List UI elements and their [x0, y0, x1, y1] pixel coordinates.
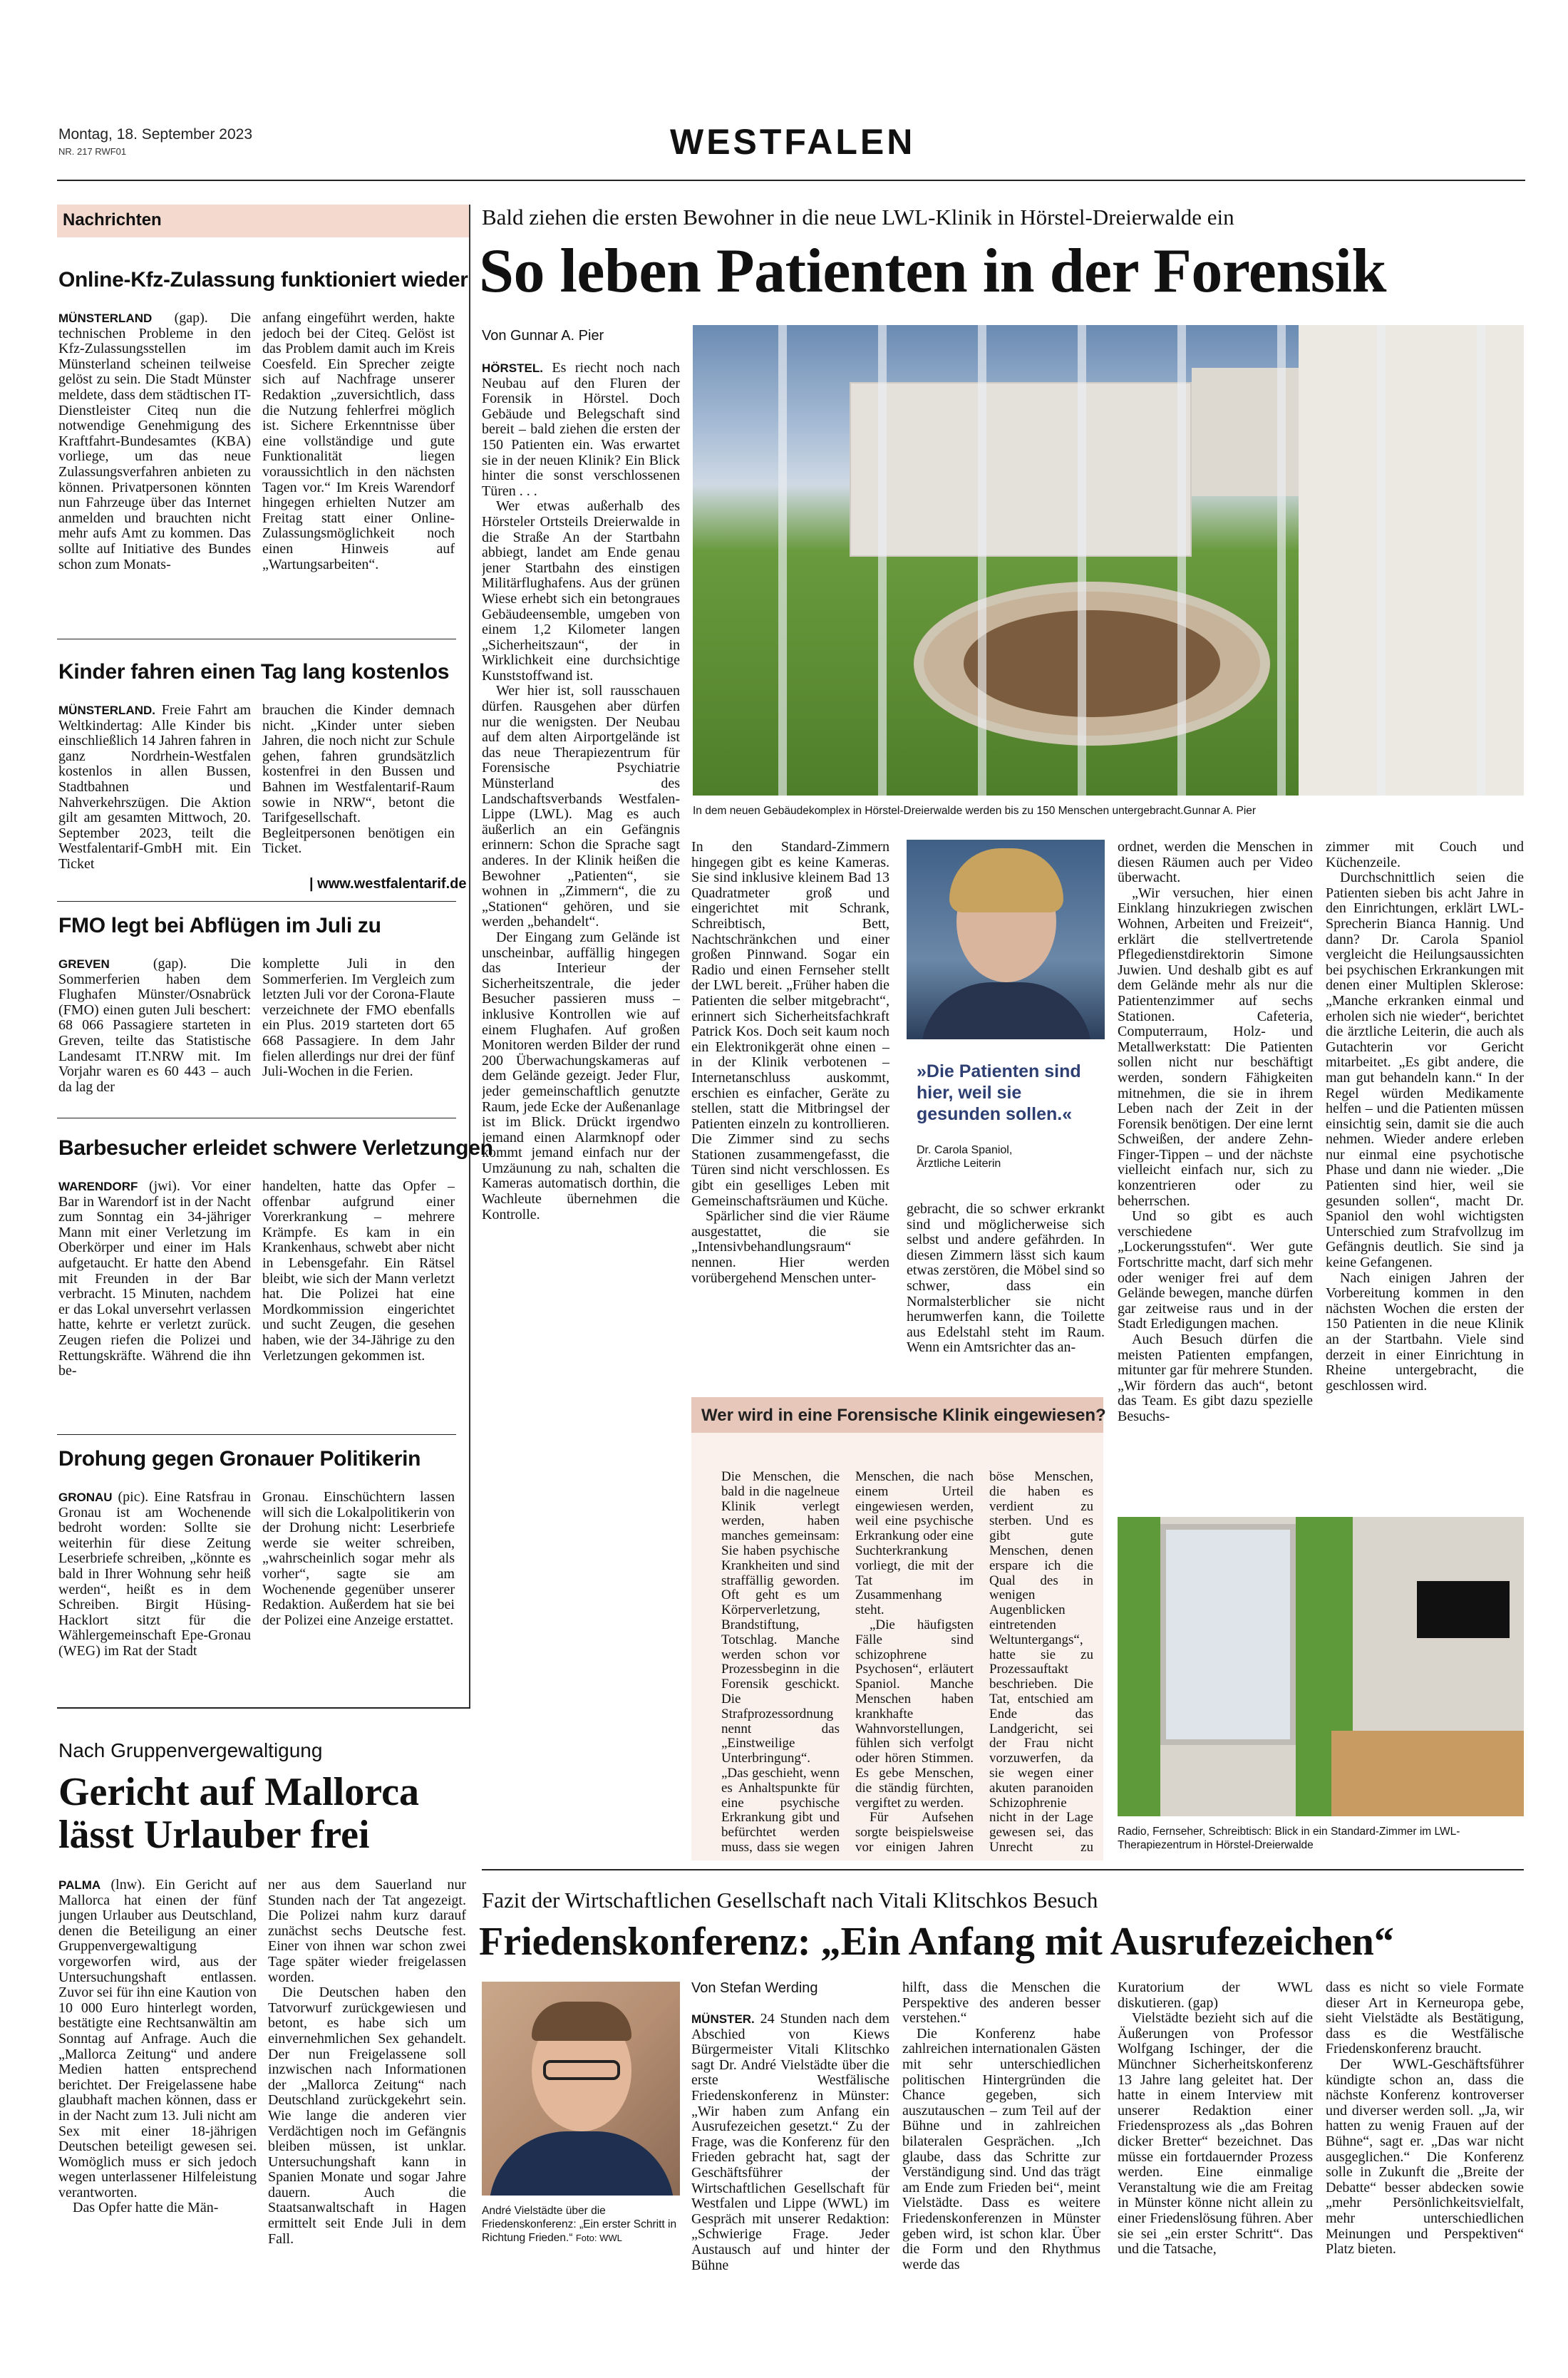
portrait-hair: [949, 848, 1063, 912]
mallorca-kicker: Nach Gruppenvergewaltigung: [58, 1739, 323, 1761]
news-kinder-col1: MÜNSTERLAND. Freie Fahrt am Weltkindertag: Alle Kinder bis einschließlich 14 Jahren fahren in ganz Nordrhein-Westfalen kostenlos in allen Bussen, Stadtbahnen und Nahverkehrszügen. Die Aktion gilt am gesamten Mittwoch, 20. September 2023, teilt die Westfalentarif-GmbH mit. Ein Ticket: [58, 703, 251, 872]
news-gronau-col1: GRONAU (pic). Eine Ratsfrau in Gronau ist am Wochenende bedroht worden: Sollte sie weiterhin für diese Zeitung Leserbriefe schreiben, „könnte es bald in Ihrer Wohnung sehr heiß werden“, heißt es in dem Schreiben. Birgit Hüsing-Hacklort sitzt für die Wählergemeinschaft Epe-Gronau (WEG) im Rat der Stadt: [58, 1490, 251, 1659]
mallorca-headline: Gericht auf Mallorca lässt Urlauber frei: [58, 1770, 419, 1857]
forensik-col-d: ordnet, werden die Menschen in diesen Räumen auch per Video überwacht. „Wir versuchen, hier einen Einklang hinzukriegen zwischen Wohnen, Arbeiten und Freizeit“, erklärt die stellvertretende Pflegedienstdirektorin Simone Juwien. Und deshalb gibt es auf dem Gelände mehr als nur die Patientenzimmer auf sechs Stationen. Cafeteria, Computerraum, Holz- und Metallwerkstatt: Die Patienten sollen nicht nur beschäftigt werden, sondern Fähigkeiten mitnehmen, die sie in ihrem Leben nach der Zeit in der Forensik benötigen. Der eine lernt Schweißen, der andere Zehn-Finger-Tippen – und der nächste vielleicht einfach nur, sich zu konzentrieren oder zu beherrschen. Und so gibt es auch verschiedene „Lockerungsstufen“. Wer gute Fortschritte macht, darf sich mehr oder weniger frei auf dem Gelände bewegen, manche dürfen gar zeitweise raus und in der Stadt Erledigungen machen. Auch Besuch dürfen die meisten Patienten empfangen, mitunter gar für mehrere Stunden. „Wir fördern das auch“, betont das Team. Es gibt dazu spezielle Besuchs-: [1118, 840, 1313, 1424]
frieden-col3: Kuratorium der WWL diskutieren. (gap) Vielstädte bezieht sich auf die Äußerungen von Professor Wolfgang Ischinger, der die Münchner Sicherheitskonferenz 13 Jahre lang geleitet hat. Der hatte in einem Interview mit unserer Redaktion einer Friedensprozess als „das Bohren dicker Bretter“ bezeichnet. Das müsse ein fortdauernder Prozess werden. Eine einmalige Veranstaltung wie die am Freitag in Münster könne nicht allein zu einer Friedenslösung führen. Aber sie sei „ein erster Schritt“. Das und die Tatsache,: [1118, 1980, 1313, 2258]
section-title: WESTFALEN: [670, 122, 916, 162]
news-label: Nachrichten: [63, 210, 162, 230]
news-headline-kinder: Kinder fahren einen Tag lang kostenlos: [58, 660, 450, 684]
room-caption: Radio, Fernseher, Schreibtisch: Blick in ein Standard-Zimmer im LWL-Therapiezentrum in Hörstel-Dreierwalde: [1118, 1826, 1460, 1851]
issue-number: NR. 217 RWF01: [58, 146, 127, 157]
news-kfz-col1: MÜNSTERLAND (gap). Die technischen Probleme in den Kfz-Zulassungsstellen im Münsterland scheinen teilweise gelöst zu sein. Die Stadt Münster meldete, dass dem städtischen IT-Dienstleister Citeq nun die notwendige Genehmigung des Kraftfahrt-Bundesamtes (KBA) vorliege, um das neue Zulassungsverfahren anbieten zu können. Privatpersonen könnten nun Fahrzeuge über das Internet anmelden und brauchten nicht mehr aufs Amt zu kommen. Das sollte auf Initiative des Bundes schon zum Monats-: [58, 311, 251, 572]
news-kfz-col2: anfang eingeführt werden, hakte jedoch bei der Citeq. Gelöst ist das Problem damit auch im Kreis Coesfeld. Ein Sprecher zeigte sich auf Nachfrage unserer Redaktion „zuversichtlich, dass die Nutzung fehlerfrei möglich ist. Sichere Erkenntnisse über eine vollständige und gute Funktionalität liegen voraussichtlich in den nächsten Tagen vor.“ Im Kreis Warendorf hingegen erhielten Nutzer am Freitag statt einer Online-Zulassungsmöglichkeit noch einen Hinweis auf „Wartungsarbeiten“.: [262, 311, 455, 572]
news-headline-bar: Barbesucher erleidet schwere Verletzungen: [58, 1136, 493, 1160]
spaniol-quote: »Die Patienten sind hier, weil sie gesunden sollen.«: [917, 1061, 1081, 1124]
info-box-title: Wer wird in eine Forensische Klinik eingewiesen?: [701, 1406, 1106, 1425]
frieden-col1: MÜNSTER. 24 Stunden nach dem Abschied von Kiews Bürgermeister Vitali Klitschko sagt Dr. André Vielstädte über die erste Westfälische Friedenskonferenz in Münster: „Wir haben zum Anfang ein Ausrufezeichen gesetzt.“ Zu der Frage, was die Konferenz für den Frieden gebracht hat, sagt der Geschäftsführer der Wirtschaftlichen Gesellschaft für Westfalen und Lippe (WWL) im Gespräch mit unserer Redaktion: „Schwierige Frage. Jeder Austausch auf und hinter der Bühne: [691, 2012, 889, 2273]
frieden-top-rule: [482, 1869, 1524, 1870]
news-label-bar: [57, 205, 470, 237]
news-headline-kfz: Online-Kfz-Zulassung funktioniert wieder: [58, 268, 468, 292]
news-headline-fmo: FMO legt bei Abflügen im Juli zu: [58, 914, 381, 937]
portrait-hair: [532, 2002, 631, 2041]
room-window: [1160, 1524, 1296, 1745]
portrait-jacket: [921, 982, 1092, 1039]
forensik-photo-caption: In dem neuen Gebäudekomplex in Hörstel-Dreierwalde werden bis zu 150 Menschen untergebracht.Gunnar A. Pier: [693, 805, 1257, 817]
issue-date: Montag, 18. September 2023: [58, 126, 253, 143]
room-photo: [1118, 1517, 1524, 1816]
news-gronau-col2: Gronau. Einschüchtern lassen will sich die Lokalpolitikerin von der Drohung nicht: Leserbriefe werde sie weiter schreiben, „wahrscheinlich sogar mehr als vorher“, sagte sie am Wochenende gegenüber unserer Redaktion. Außerdem hat sie bei der Polizei eine Anzeige erstattet.: [262, 1490, 455, 1628]
forensik-byline: Von Gunnar A. Pier: [482, 328, 604, 344]
forensik-kicker: Bald ziehen die ersten Bewohner in die neue LWL-Klinik in Hörstel-Dreierwalde ein: [482, 205, 1234, 230]
forensik-col-b: In den Standard-Zimmern hingegen gibt es keine Kameras. Sie sind inklusive kleinem Bad 13 Quadratmeter groß und eingerichtet mit Schrank, Schreibtisch, Bett, Nachtschränkchen und einer großen Pinnwand. Sogar ein Radio und einen Fernseher stellt der LWL bereit. „Früher haben die Patienten die selber mitgebracht“, erinnert sich Sicherheitsfachkraft Patrick Kos. Doch seit kaum noch ein Elektronikgerät ohne einen – in der Klinik verbotenen – Internetanschluss auskommt, erschien es einfacher, Geräte zu stellen, statt die Mitbringsel der Patienten einzeln zu kontrollieren. Die Zimmer sind zu sechs Stationen zusammengefasst, die Türen sind nicht verschlossen. Es gibt ein geselliges Leben mit Gemeinschaftsräumen und Küche. Spärlicher sind die vier Räume ausgestattet, die sie „Intensivbehandlungsraum“ nennen. Hier werden vorübergehend Menschen unter-: [691, 840, 889, 1286]
header-rule: [57, 180, 1525, 181]
news-kinder-col2: brauchen die Kinder demnach nicht. „Kinder unter sieben Jahren, die noch nicht zur Schule gehen, fahren grundsätzlich kostenfrei in den Bussen und Bahnen im Westfalentarif-Raum sowie in NRW“, betont die Tarifgesellschaft. Begleitpersonen benötigen ein Ticket.: [262, 703, 455, 857]
frieden-col4: dass es nicht so viele Formate dieser Art in Kerneuropa gebe, sieht Vielstädte als Bestätigung, dass es die Westfälische Friedenskonferenz braucht. Der WWL-Geschäftsführer kündigte schon an, dass die nächste Konferenz kontroverser und diverser werden soll. „Ja, wir hatten zu wenig Frauen auf der Bühne“, sagt er. „Das war nicht ausgeglichen.“ Die Konferenz solle in Zukunft die „Breite der Debatte“ besser abdecken sowie „mehr Persönlichkeitsvielfalt, mehr unterschiedlichen Meinungen und Perspektiven“ Platz bieten.: [1326, 1980, 1524, 2258]
portrait-glasses: [543, 2060, 620, 2080]
frieden-kicker: Fazit der Wirtschaftlichen Gesellschaft nach Vitali Klitschkos Besuch: [482, 1888, 1098, 1913]
forensik-intro-col: HÖRSTEL. Es riecht noch nach Neubau auf den Fluren der Forensik in Hörstel. Doch Gebäude und Belegschaft sind bereit – bald ziehen die ersten der 150 Patienten ein. Was erwartet sie in der neuen Klinik? Ein Blick hinter die sonst verschlossenen Türen . . . Wer etwas außerhalb des Hörsteler Ortsteils Dreierwalde in die Straße An der Startbahn abbiegt, landet am Ende genau jener Startbahn des einstigen Militärflughafens. Aus der grünen Wiese erhebt sich ein betongraues Gebäudeensemble, umgeben von einem 1,2 Kilometer langen „Sicherheitszaun“, der in Wirklichkeit eine durchsichtige Kunststoffwand ist. Wer hier ist, soll rausschauen dürfen. Rausgehen aber dürfen nur die wenigsten. Der Neubau auf dem alten Airportgelände ist das neue Therapiezentrum für Forensische Psychiatrie Münsterland des Landschaftsverbands Westfalen-Lippe (LWL). Mag es auch äußerlich an ein Gefängnis erinnern: Schon die Sprache sagt anderes. In der Klinik heißen die Bewohner „Patienten“, sie wohnen in „Zimmern“, die zu „Stationen“ gehören, und sie werden „behandelt“. Der Eingang zum Gelände ist unscheinbar, auffällig hingegen das Interieur der Sicherheitszentrale, die jeder Besucher passieren muss – inklusive Kontrollen wie auf einem Flughafen. Auf großen Monitoren werden Bilder der rund 200 Überwachungskameras auf dem Gelände gezeigt. Jeder Flur, jeder gemeinschaftlich genutzte Raum, jede Ecke der Außenanlage ist im Blick. Drückt irgendwo jemand einen Alarmknopf oder kommt jemand einfach nur der Umzäunung zu nah, schalten die Kameras automatisch dorthin, die Wachleute übernehmen die Kontrolle.: [482, 361, 680, 1223]
westfalentarif-link[interactable]: | www.westfalentarif.de: [309, 876, 467, 892]
forensik-col-c2: gebracht, die so schwer erkrankt sind und möglicherweise sich selbst und andere gefährden. In diesen Zimmern lässt sich kaum etwas zerstören, die Möbel sind so schwer, dass ein Normalsterblicher sie nicht herumwerfen kann, die Toilette aus Edelstahl steht im Raum. Wenn ein Amtsrichter das an-: [907, 1202, 1105, 1356]
forensik-headline: So leben Patienten in der Forensik: [479, 237, 1386, 306]
info-box-col2: Menschen, die nach einem Urteil eingewiesen werden, weil eine psychische Erkrankung oder eine Suchterkrankung vorliegt, die mit der Tat im Zusammenhang steht. „Die häufigsten Fälle sind schizophrene Psychosen“, erläutert Spaniol. Manche Menschen haben krankhafte Wahnvorstellungen, fühlen sich verfolgt oder hören Stimmen. Es gebe Menschen, die ständig fürchten, vergiftet zu werden. Für Aufsehen sorgte beispielsweise vor einigen Jahren: [855, 1470, 974, 1855]
news-fmo-col1: GREVEN (gap). Die Sommerferien haben dem Flughafen Münster/Osnabrück (FMO) einen guten Juli beschert: 68 066 Passagiere starteten in Greven, teilte das Statistische Landesamt IT.NRW mit. Im Vorjahr waren es 60 443 – auch da lag der: [58, 957, 251, 1095]
news-divider: [57, 901, 456, 902]
vielstaedte-portrait: [482, 1982, 680, 2196]
frieden-photo-caption: André Vielstädte über die Friedenskonferenz: „Ein erster Schritt in Richtung Frieden.“ Foto: WWL: [482, 2205, 677, 2244]
window-grid-overlay: [693, 325, 1524, 796]
spaniol-portrait: [907, 840, 1105, 1039]
news-headline-gronau: Drohung gegen Gronauer Politikerin: [58, 1447, 421, 1471]
room-desk: [1331, 1731, 1524, 1816]
room-curtain-left: [1118, 1517, 1160, 1816]
mallorca-col1: PALMA (lnw). Ein Gericht auf Mallorca hat einen der fünf jungen Urlauber aus Deutschland, denen die Beteiligung an einer Gruppenvergewaltigung vorgeworfen wird, aus der Untersuchungshaft entlassen. Zuvor sei für ihn eine Kaution von 10 000 Euro hinterlegt worden, bestätigte eine Rechtsanwältin am Sonntag auf Anfrage. Auch die „Mallorca Zeitung“ und andere Medien hatten entsprechend berichtet. Der Freigelassene habe glaubhaft machen können, dass er in der Nacht zum 13. Juli nicht am Sex mit einer 18-jährigen Deutschen beteiligt gewesen sei. Womöglich muss er sich jedoch wegen unterlassener Hilfeleistung verantworten. Das Opfer hatte die Män-: [58, 1878, 257, 2216]
frieden-col2: hilft, dass die Menschen die Perspektive des anderen besser verstehen.“ Die Konferenz habe zahlreichen internationalen Gästen mit sehr unterschiedlichen politischen Hintergründen die Chance gegeben, sich auszutauschen – zum Teil auf der Bühne und in zahlreichen bilateralen Gesprächen. „Ich glaube, dass das Schritte zur Verständigung sind. Und das trägt am Ende zum Frieden bei“, meint Vielstädte. Dass es weitere Friedenskonferenzen in Münster geben wird, ist schon klar. Über die Form und den Rhythmus werde das: [902, 1980, 1100, 2273]
news-bottom-rule: [57, 1707, 470, 1709]
room-tv: [1417, 1581, 1510, 1638]
news-fmo-col2: komplette Juli in den Sommerferien. Im Vergleich zum letzten Juli vor der Corona-Flaute verzeichnete der FMO ebenfalls ein Plus. 2019 starteten dort 65 668 Passagiere. In dem Jahr fielen allerdings nur drei der fünf Juli-Wochen in die Ferien.: [262, 957, 455, 1080]
portrait-suit: [489, 2131, 674, 2196]
frieden-byline: Von Stefan Werding: [691, 1980, 818, 1996]
news-bar-col1: WARENDORF (jwi). Vor einer Bar in Warendorf ist in der Nacht zum Sonntag ein 34-jähriger Mann mit einer Verletzung im Oberkörper und einer im Hals aufgetaucht. Er hatte den Abend mit Freunden in der Bar verbracht. 15 Minuten, nachdem er das Lokal unversehrt verlassen hatte, kehrte er verletzt zurück. Zeugen riefen die Polizei und Rettungskräfte. Während die ihn be-: [58, 1179, 251, 1379]
forensik-facility-photo: [693, 325, 1524, 796]
mallorca-col2: ner aus dem Sauerland nur Stunden nach der Tat angezeigt. Die Polizei nahm kurz darauf zunächst sechs Deutsche fest. Einer von ihnen war schon zwei Tage später wieder freigelassen worden. Die Deutschen haben den Tatvorwurf zurückgewiesen und betont, es habe sich um einvernehmlichen Sex gehandelt. Der nun Freigelassene soll inzwischen nach Informationen der „Mallorca Zeitung“ nach Deutschland zurückgekehrt sein. Wie lange die anderen vier Verdächtigen noch im Gefängnis bleiben müssen, ist unklar. Untersuchungshaft kann in Spanien Monate und sogar Jahre dauern. Auch die Staatsanwaltschaft in Hagen ermittelt seit Ende Juli in dem Fall.: [268, 1878, 466, 2247]
info-box-col3: böse Menschen, die haben es verdient zu sterben. Und es gibt gute Menschen, denen ersparе ich die Qual des in wenigen Augenblicken eintretenden Weltuntergangs“, hatte sie zu Prozessauftakt beschrieben. Die Tat, entschied am Ende das Landgericht, sei der Frau nicht vorzuwerfen, da sie wegen einer akuten paranoiden Schizophrenie nicht in der Lage gewesen sei, das Unrecht zu: [989, 1470, 1093, 1855]
info-box-col1: Die Menschen, die bald in die nagelneue Klinik verlegt werden, haben manches gemeinsam: Sie haben psychische Krankheiten und sind straffällig geworden. Oft geht es um Körperverletzung, Brandstiftung, Totschlag. Manche werden schon vor Prozessbeginn in die Forensik geschickt. Die Strafprozessordnung nennt das „Einstweilige Unterbringung“. „Das geschieht, wenn es Anhaltspunkte für eine psychische Erkrankung gibt und befürchtet werden muss, dass sie wegen: [721, 1470, 840, 1855]
news-column-rule: [469, 205, 470, 1709]
news-bar-col2: handelten, hatte das Opfer – offenbar aufgrund einer Vorerkrankung – mehrere Krämpfe. Es kam in ein Krankenhaus, schwebt aber nicht in Lebensgefahr. Ein Rätsel bleibt, wie sich der Mann verletzt hat. Die Polizei hat eine Mordkommission eingerichtet und sucht Zeugen, die gesehen haben, wie der 34-Jährige zu den Verletzungen gekommen ist.: [262, 1179, 455, 1364]
frieden-headline: Friedenskonferenz: „Ein Anfang mit Ausrufezeichen“: [479, 1920, 1394, 1964]
quote-attribution: Dr. Carola Spaniol, Ärztliche Leiterin: [917, 1144, 1013, 1170]
forensik-col-e: zimmer mit Couch und Küchenzeile. Durchschnittlich seien die Patienten sieben bis acht Jahre in den Einrichtungen, erklärt LWL-Sprecherin Bianca Hannig. Und dann? Dr. Carola Spaniol vergleicht die Heilungsaussichten bei psychischen Erkrankungen mit denen einer Multiplen Sklerose: „Manche erkranken einmal und erholen sich nie wieder“, berichtet die ärztliche Leiterin, die auch als Gutachterin vor Gericht mitarbeitet. „Es gibt andere, die man gut behandeln kann.“ In der Regel würden Medikamente helfen – und die Patienten müssen einsichtig sein, damit sie die auch nehmen. Wieder andere erleben nur einmal eine psychotische Phase und dann nie wieder. „Die Patienten sind hier, weil sie gesunden sollen“, macht Dr. Spaniol den wohl wichtigsten Unterschied zum Strafvollzug im Gefängnis deutlich. Sie sind ja keine Gefangenen. Nach einigen Jahren der Vorbereitung kommen in den nächsten Wochen die ersten der 150 Patienten in die neue Klinik an der Startbahn. Viele sind derzeit in einer Einrichtung in Rheine untergebracht, die geschlossen wird.: [1326, 840, 1524, 1394]
news-divider: [57, 1434, 456, 1435]
